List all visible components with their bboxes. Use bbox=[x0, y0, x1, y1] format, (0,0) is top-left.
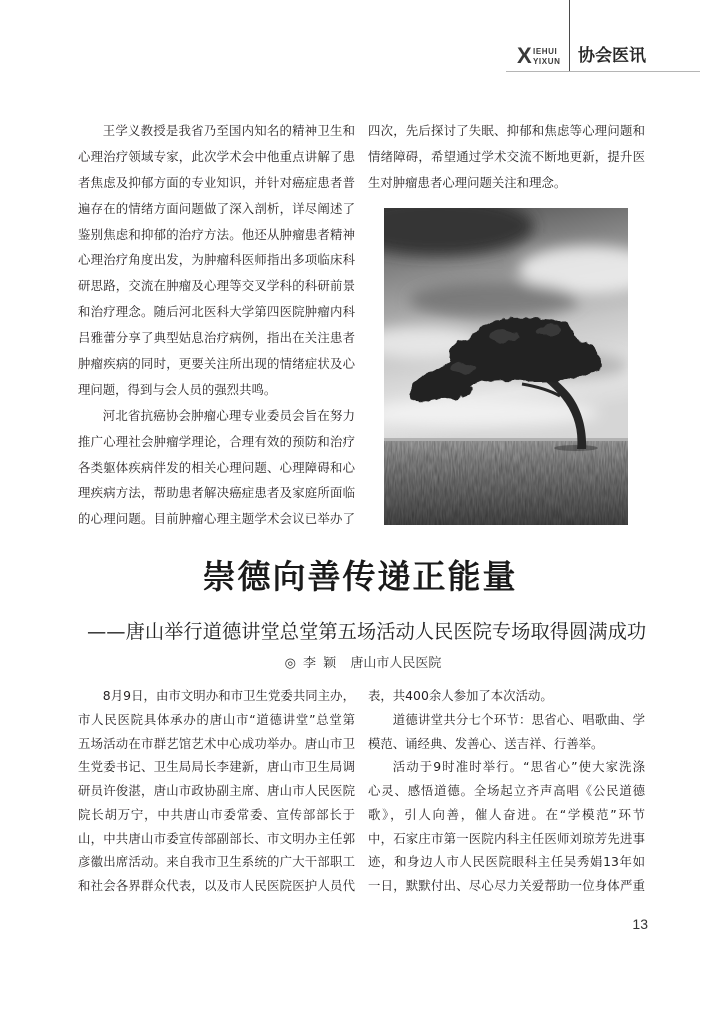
text-line: 和社会各界群众代表，以及市人民医院医护人员代 bbox=[78, 878, 355, 893]
text-line: 中，石家庄市第一医院内科主任医师刘琼芳先进事 bbox=[368, 830, 645, 846]
text-line: 模范、诵经典、发善心、送吉祥、行善举。 bbox=[368, 735, 604, 751]
text-line: 各类躯体疾病伴发的相关心理问题、心理障碍和心 bbox=[78, 459, 355, 475]
continued-paragraph bbox=[368, 684, 645, 708]
text-line: 8月9日，由市文明办和市卫生党委共同主办， bbox=[102, 688, 355, 703]
text-line: 吕雅蕾分享了典型姑息治疗病例，指出在关注患者 bbox=[78, 330, 355, 346]
text-line: 院长胡万宁，中共唐山市委常委、宣传部部长于 bbox=[78, 806, 355, 822]
paragraph bbox=[78, 684, 355, 898]
article1-left-column bbox=[78, 118, 355, 532]
text-line: 理问题，得到与会人员的强烈共鸣。 bbox=[78, 381, 277, 397]
paragraph bbox=[78, 118, 355, 403]
article2-right-column bbox=[368, 684, 645, 898]
paragraph bbox=[78, 403, 355, 532]
logo-initial: X bbox=[517, 43, 532, 68]
continued-paragraph bbox=[368, 118, 645, 196]
text-line: 情绪障碍，希望通过学术交流不断地更新，提升医 bbox=[368, 148, 645, 164]
text-line: 王学义教授是我省乃至国内知名的精神卫生和 bbox=[102, 123, 355, 138]
paragraph bbox=[368, 755, 645, 898]
text-line: 一日，默默付出、尽心尽力关爱帮助一位身体严重 bbox=[368, 878, 645, 893]
text-line: 彦徽出席活动。来自我市卫生系统的广大干部职工 bbox=[78, 854, 355, 870]
logo-top-text: IEHUI bbox=[533, 47, 558, 56]
article-title: 崇德向善传递正能量 bbox=[202, 557, 518, 596]
text-line: 研思路，交流在肿瘤及心理等交叉学科的科研前景 bbox=[78, 278, 355, 294]
text-line: 五场活动在市群艺馆艺术中心成功举办。唐山市卫 bbox=[78, 735, 355, 751]
text-line: 道德讲堂共分七个环节：思省心、唱歌曲、学 bbox=[392, 711, 645, 727]
text-line: 市人民医院具体承办的唐山市“道德讲堂”总堂第 bbox=[78, 711, 355, 727]
column-logo bbox=[517, 44, 567, 70]
text-line: 心灵、感悟道德。全场起立齐声高唱《公民道德 bbox=[368, 783, 645, 798]
text-line: 生对肿瘤患者心理问题关注和理念。 bbox=[368, 174, 567, 190]
article1-right-column bbox=[368, 118, 645, 196]
text-line: 和治疗理念。随后河北医科大学第四医院肿瘤内科 bbox=[78, 304, 355, 320]
section-title: 协会医讯 bbox=[578, 46, 646, 66]
text-line: 研员许俊湛，唐山市政协副主席、唐山市人民医院 bbox=[78, 783, 355, 798]
text-line: 理疾病方法，帮助患者解决癌症患者及家庭所面临 bbox=[78, 485, 355, 501]
header-vertical-rule bbox=[569, 0, 570, 72]
text-line: 歌》，引人向善，催人奋进。在“学模范”环节 bbox=[368, 806, 645, 822]
header-horizontal-rule bbox=[506, 71, 700, 72]
text-line: 肿瘤疾病的同时，更要关注所出现的情绪症状及心 bbox=[78, 356, 355, 372]
text-line: 心理治疗角度出发，为肿瘤科医师指出多项临床科 bbox=[78, 252, 355, 268]
tree-photo bbox=[384, 208, 628, 525]
text-line: 的心理问题。目前肿瘤心理主题学术会议已举办了 bbox=[78, 511, 355, 527]
text-line: 活动于9时准时举行。“思省心”使大家洗涤 bbox=[392, 759, 645, 775]
text-line: 推广心理社会肿瘤学理论，合理有效的预防和治疗 bbox=[78, 433, 355, 449]
logo-bottom-text: YIXUN bbox=[533, 57, 561, 66]
text-line: 河北省抗癌协会肿瘤心理专业委员会旨在努力 bbox=[102, 407, 355, 423]
text-line: 山，中共唐山市委宣传部副部长、市文明办主任郭 bbox=[78, 830, 355, 846]
text-line: 四次，先后探讨了失眠、抑郁和焦虑等心理问题和 bbox=[368, 123, 645, 138]
article-byline: ◎ 李 颖 唐山市人民医院 bbox=[284, 656, 442, 671]
text-line: 遍存在的情绪方面问题做了深入剖析，详尽阐述了 bbox=[78, 200, 355, 216]
text-line: 鉴别焦虑和抑郁的治疗方法。他还从肿瘤患者精神 bbox=[78, 226, 355, 242]
text-line: 生党委书记、卫生局局长李建新，唐山市卫生局调 bbox=[78, 759, 355, 775]
grass-field bbox=[384, 438, 628, 525]
page-number: 13 bbox=[632, 916, 648, 932]
article2-left-column bbox=[78, 684, 355, 898]
text-line: 表，共400余人参加了本次活动。 bbox=[368, 688, 553, 703]
article-subtitle: ——唐山举行道德讲堂总堂第五场活动人民医院专场取得圆满成功 bbox=[87, 620, 647, 643]
paragraph bbox=[368, 708, 645, 756]
text-line: 心理治疗领域专家，此次学术会中他重点讲解了患 bbox=[78, 148, 355, 164]
text-line: 迹，和身边人市人民医院眼科主任吴秀娟13年如 bbox=[368, 854, 645, 870]
text-line: 者焦虑及抑郁方面的专业知识，并针对癌症患者普 bbox=[78, 174, 355, 190]
